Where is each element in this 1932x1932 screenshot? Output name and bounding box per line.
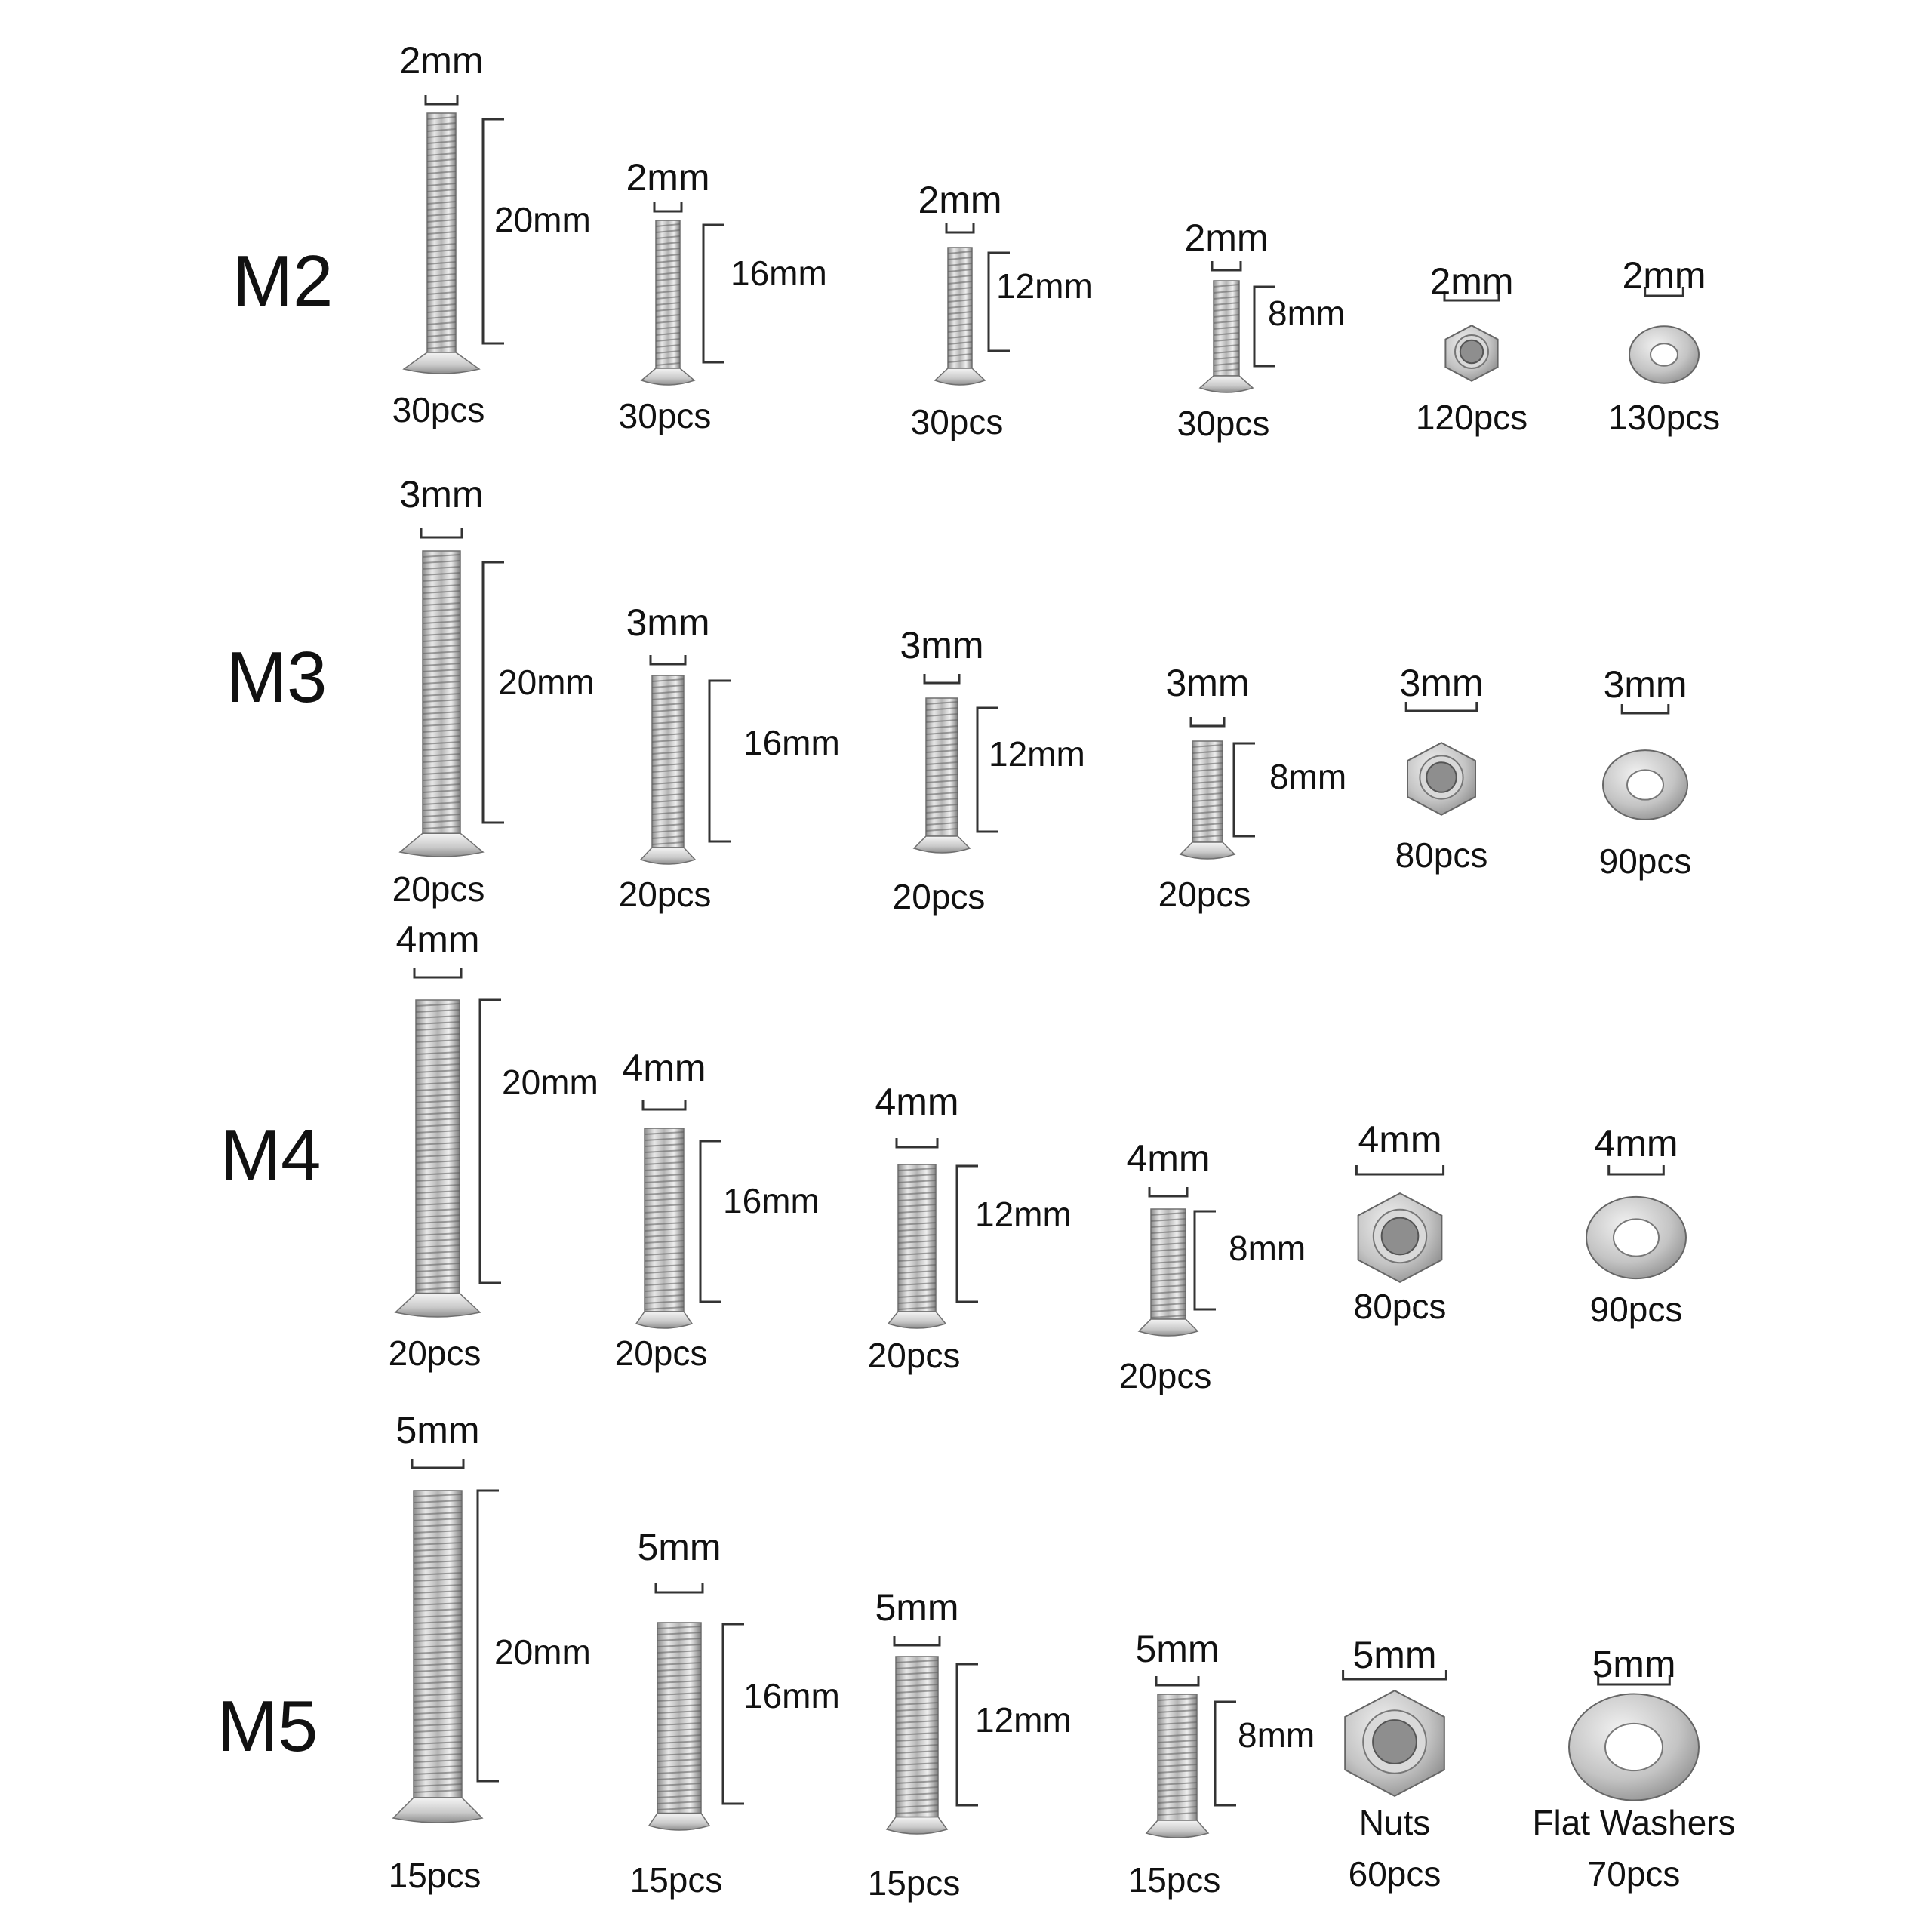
countersunk-screw-icon xyxy=(649,1583,744,1830)
screw-quantity: 20pcs xyxy=(1158,875,1251,914)
screw-width-label: 5mm xyxy=(875,1586,959,1629)
width-bracket xyxy=(1191,717,1224,726)
length-bracket xyxy=(1215,1702,1236,1805)
countersunk-screw-icon xyxy=(393,1459,499,1823)
nut-quantity: 80pcs xyxy=(1353,1287,1447,1326)
screw-width-label: 5mm xyxy=(395,1409,480,1451)
width-bracket xyxy=(897,1138,937,1147)
screw-head xyxy=(400,833,483,857)
screw-length-label: 16mm xyxy=(743,723,840,762)
countersunk-screw-icon xyxy=(404,95,504,374)
screw-width-label: 4mm xyxy=(622,1047,706,1089)
countersunk-screw-icon xyxy=(888,1138,978,1328)
width-bracket xyxy=(421,528,462,537)
countersunk-screw-icon xyxy=(1139,1187,1216,1336)
washer-width-label: 4mm xyxy=(1594,1122,1678,1164)
screw-quantity: 20pcs xyxy=(892,877,986,916)
screw-length-label: 8mm xyxy=(1268,294,1346,333)
hex-nut-icon xyxy=(1343,1670,1447,1796)
screw-head xyxy=(641,368,694,385)
hex-nut-icon xyxy=(1444,291,1499,381)
screw-quantity: 20pcs xyxy=(867,1336,961,1375)
countersunk-screw-icon xyxy=(641,202,724,385)
screw-quantity: 30pcs xyxy=(392,390,485,429)
screw-width-label: 4mm xyxy=(1126,1137,1211,1180)
screw-length-label: 20mm xyxy=(494,1632,591,1672)
length-bracket xyxy=(1195,1211,1216,1309)
series-label: M5 xyxy=(217,1686,318,1767)
washer-type-label: Flat Washers xyxy=(1532,1803,1736,1842)
length-bracket xyxy=(1234,743,1255,836)
nut-quantity: 80pcs xyxy=(1395,835,1488,875)
screw-head xyxy=(914,836,970,853)
screw-head xyxy=(395,1294,480,1317)
screw-head xyxy=(1146,1820,1208,1838)
screw-width-label: 2mm xyxy=(626,156,710,198)
screw-width-label: 5mm xyxy=(637,1526,721,1568)
nut-type-label: Nuts xyxy=(1358,1803,1431,1842)
washer-hole xyxy=(1614,1219,1659,1256)
width-bracket xyxy=(1212,261,1241,270)
washer-width-label: 5mm xyxy=(1592,1643,1676,1685)
screw-length-label: 8mm xyxy=(1229,1229,1306,1268)
series-label: M3 xyxy=(226,637,328,718)
nut-quantity: 60pcs xyxy=(1348,1854,1441,1894)
screw-quantity: 20pcs xyxy=(618,875,712,914)
screw-width-label: 2mm xyxy=(1184,217,1269,259)
screw-length-label: 12mm xyxy=(996,266,1093,306)
washer-width-bracket xyxy=(1609,1165,1664,1174)
washer-quantity: 90pcs xyxy=(1589,1290,1683,1329)
series-label: M2 xyxy=(232,241,334,321)
screw-head xyxy=(404,352,479,374)
length-bracket xyxy=(957,1166,978,1302)
screw-quantity: 15pcs xyxy=(1128,1860,1221,1900)
screw-quantity: 15pcs xyxy=(388,1856,481,1895)
screw-width-label: 5mm xyxy=(1135,1628,1220,1670)
width-bracket xyxy=(946,223,974,232)
width-bracket xyxy=(1149,1187,1187,1196)
screw-head xyxy=(649,1814,709,1830)
countersunk-screw-icon xyxy=(395,968,501,1317)
countersunk-screw-icon xyxy=(1200,261,1275,392)
screw-quantity: 15pcs xyxy=(629,1860,723,1900)
screw-length-label: 16mm xyxy=(723,1181,820,1220)
flat-washer-icon xyxy=(1569,1675,1699,1801)
screw-quantity: 30pcs xyxy=(910,402,1004,441)
screw-quantity: 20pcs xyxy=(392,869,485,909)
nut-width-label: 4mm xyxy=(1358,1118,1442,1161)
screw-length-label: 8mm xyxy=(1238,1715,1315,1755)
countersunk-screw-icon xyxy=(887,1636,978,1834)
nut-width-label: 2mm xyxy=(1429,260,1514,303)
width-bracket xyxy=(651,655,685,664)
length-bracket xyxy=(700,1141,721,1302)
nut-hole xyxy=(1382,1218,1419,1255)
hex-nut-icon xyxy=(1356,1165,1443,1282)
washer-hole xyxy=(1627,770,1663,799)
screw-head xyxy=(1139,1319,1198,1336)
screw-head xyxy=(935,368,985,385)
nut-width-label: 5mm xyxy=(1352,1634,1437,1676)
screw-quantity: 20pcs xyxy=(388,1334,481,1373)
washer-hole xyxy=(1651,343,1678,366)
flat-washer-icon xyxy=(1629,287,1699,383)
screw-quantity: 20pcs xyxy=(1118,1356,1212,1395)
screw-width-label: 3mm xyxy=(399,473,484,515)
width-bracket xyxy=(654,202,681,211)
screw-length-label: 16mm xyxy=(743,1676,840,1715)
width-bracket xyxy=(643,1100,685,1109)
screw-head xyxy=(393,1798,482,1823)
countersunk-screw-icon xyxy=(914,674,998,853)
series-label: M4 xyxy=(220,1115,321,1195)
width-bracket xyxy=(894,1636,940,1645)
countersunk-screw-icon xyxy=(400,528,504,857)
screw-width-label: 2mm xyxy=(918,179,1002,221)
screw-shaft xyxy=(1192,741,1223,842)
countersunk-screw-icon xyxy=(641,655,731,864)
screw-length-label: 16mm xyxy=(731,254,827,293)
width-bracket xyxy=(414,968,461,977)
screw-quantity: 30pcs xyxy=(1177,404,1270,443)
washer-quantity: 70pcs xyxy=(1587,1854,1681,1894)
screw-quantity: 15pcs xyxy=(867,1863,961,1903)
nut-hole xyxy=(1426,762,1457,792)
screw-length-label: 12mm xyxy=(975,1700,1072,1740)
width-bracket xyxy=(426,95,457,104)
length-bracket xyxy=(709,681,731,841)
screw-width-label: 2mm xyxy=(399,39,484,82)
screw-width-label: 3mm xyxy=(1165,662,1250,704)
countersunk-screw-icon xyxy=(1180,717,1255,859)
length-bracket xyxy=(703,225,724,362)
screw-shaft xyxy=(926,698,958,836)
screw-width-label: 4mm xyxy=(875,1081,959,1123)
nut-width-label: 3mm xyxy=(1399,662,1484,704)
countersunk-screw-icon xyxy=(1146,1676,1236,1838)
screw-quantity: 20pcs xyxy=(614,1334,708,1373)
screw-head xyxy=(641,848,695,864)
screw-shaft xyxy=(652,675,684,848)
nut-quantity: 120pcs xyxy=(1415,398,1528,437)
nut-width-bracket xyxy=(1356,1165,1443,1174)
flat-washer-icon xyxy=(1586,1165,1686,1278)
screw-shaft xyxy=(416,1000,460,1294)
screw-head xyxy=(1180,842,1235,859)
width-bracket xyxy=(412,1459,463,1468)
screw-length-label: 20mm xyxy=(494,200,591,239)
width-bracket xyxy=(656,1583,703,1592)
washer-quantity: 130pcs xyxy=(1607,398,1721,437)
washer-width-label: 2mm xyxy=(1622,254,1706,297)
flat-washer-icon xyxy=(1603,704,1687,820)
screw-width-label: 3mm xyxy=(626,601,710,644)
screw-head xyxy=(887,1817,947,1834)
hex-nut-icon xyxy=(1406,702,1477,815)
screw-width-label: 3mm xyxy=(900,624,984,666)
countersunk-screw-icon xyxy=(636,1100,721,1328)
screw-length-label: 20mm xyxy=(502,1063,598,1102)
screw-length-label: 12mm xyxy=(989,734,1085,774)
screw-width-label: 4mm xyxy=(395,918,480,961)
washer-quantity: 90pcs xyxy=(1598,841,1692,881)
nut-hole xyxy=(1460,340,1483,363)
length-bracket xyxy=(723,1624,744,1804)
length-bracket xyxy=(480,1000,501,1283)
screw-length-label: 8mm xyxy=(1269,757,1347,796)
screw-length-label: 20mm xyxy=(498,663,595,702)
screw-head xyxy=(636,1312,692,1328)
washer-hole xyxy=(1605,1724,1663,1770)
washer-width-label: 3mm xyxy=(1603,663,1687,706)
width-bracket xyxy=(924,674,959,683)
screw-head xyxy=(1200,376,1253,392)
screw-quantity: 30pcs xyxy=(618,396,712,435)
width-bracket xyxy=(1156,1676,1198,1685)
screw-head xyxy=(888,1312,946,1328)
screw-length-label: 12mm xyxy=(975,1195,1072,1234)
nut-hole xyxy=(1373,1720,1417,1764)
